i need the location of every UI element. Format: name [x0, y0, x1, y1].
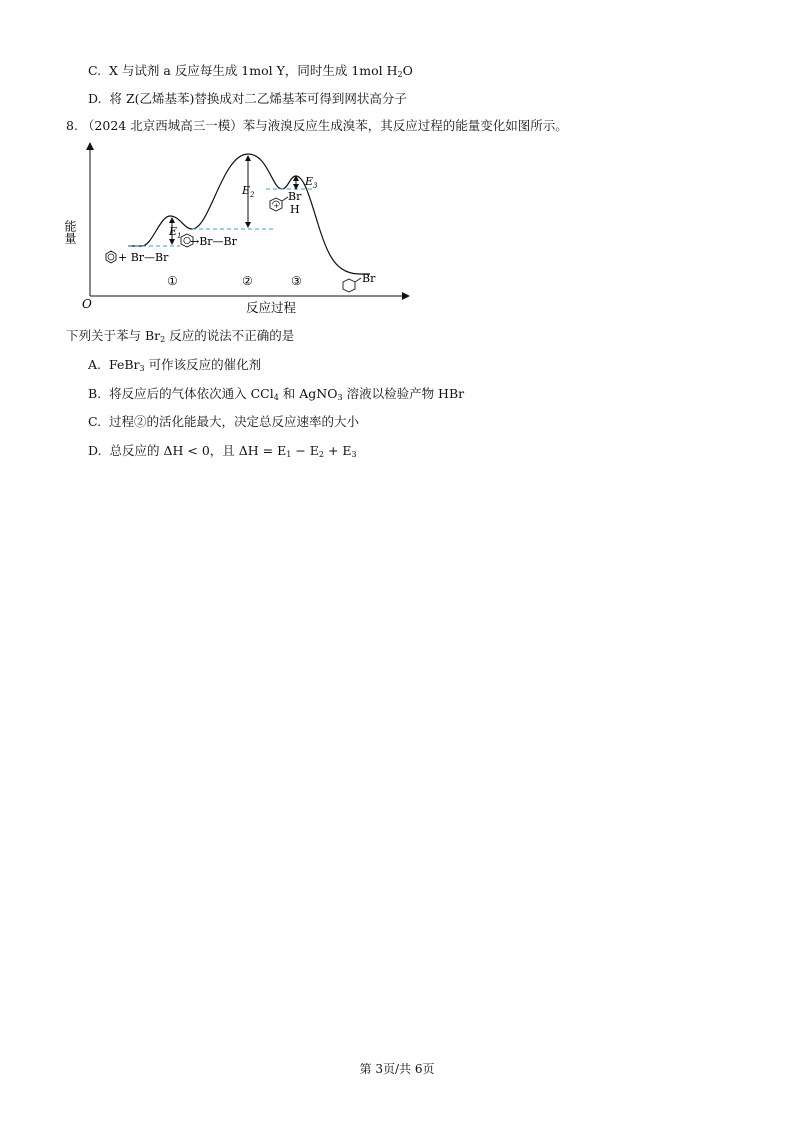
x-axis-label: 反应过程 — [246, 300, 297, 315]
q8-question: 下列关于苯与 $Br_2$ 反应的说法不正确的是 — [66, 328, 295, 344]
intermediate-h-label: H — [290, 203, 300, 216]
product-benzene-icon — [343, 278, 361, 292]
stage-3-label: ③ — [291, 274, 302, 288]
stage-2-label: ② — [242, 274, 253, 288]
q7-option-d: D. 将 Z(乙烯基苯)替换成对二乙烯基苯可得到网状高分子 — [88, 91, 407, 106]
reactant-benzene-icon — [106, 251, 116, 263]
q8-option-c: C. 过程②的活化能最大，决定总反应速率的大小 — [88, 414, 360, 429]
intermediate-br-label: Br — [288, 190, 302, 203]
reactant-label: + Br—Br — [118, 251, 169, 264]
energy-diagram — [60, 138, 420, 318]
origin-label: O — [82, 297, 92, 311]
q7-option-c: C. X 与试剂 a 反应每生成 1mol Y，同时生成 1mol $H_2O$ — [88, 63, 413, 79]
e3-label: $E_3$ — [305, 175, 318, 190]
q8-option-b: B. 将反应后的气体依次通入 CCl$_4$ 和 AgNO$_3$ 溶液以检验产物 HBr — [88, 386, 465, 402]
e2-label: $E_2$ — [242, 184, 255, 199]
e1-label: $E_1$ — [169, 225, 182, 240]
q8-option-a: A. FeBr$_3$ 可作该反应的催化剂 — [88, 357, 262, 373]
page-footer: 第 3页/共 6页 — [359, 1062, 435, 1076]
product-br-label: Br — [362, 272, 376, 285]
y-axis-label: 能量 — [63, 220, 77, 244]
q8-stem: 8. （2024 北京西城高三一模）苯与液溴反应生成溴苯，其反应过程的能量变化如图所示。 — [66, 118, 568, 133]
intermediate-plus: + — [273, 202, 280, 210]
q8-option-d: D. 总反应的 ΔH < 0，且 $\Delta H = E_1 - E_2 + E_3$ — [88, 443, 357, 459]
stage-1-label: ① — [167, 274, 178, 288]
complex-label: →Br—Br — [190, 235, 237, 248]
